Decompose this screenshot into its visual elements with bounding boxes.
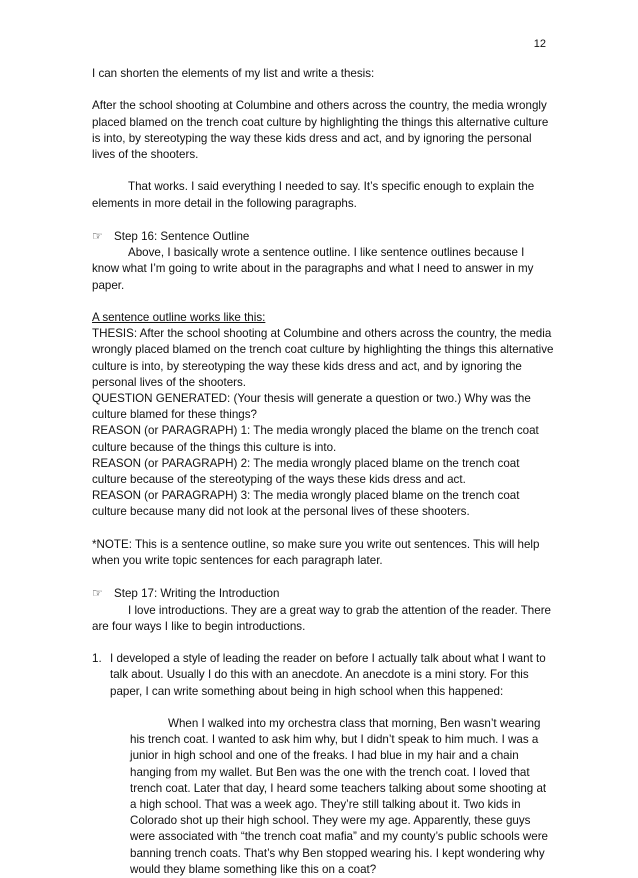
outline-reason-3: REASON (or PARAGRAPH) 3: The media wrongly placed blame on the trench coat culture because many did not look at the personal lives of these shooters. [92,489,520,519]
step-17-title: Step 17: Writing the Introduction [114,587,280,601]
list-item-number: 1. [92,652,102,666]
step-16-title: Step 16: Sentence Outline [114,229,250,243]
anecdote-block [130,716,548,878]
thesis-paragraph: After the school shooting at Columbine and others across the country, the media wrongly placed blamed on the trench coat culture by highlighting the things this alternative culture is into, by stereotyping the way these kids dress and act, and by ignoring the personal lives of the shooters. [92,99,549,161]
step-16-body: Above, I basically wrote a sentence outline. I like sentence outlines because I know what I’m going to write about in the paragraphs and what I need to answer in my paper. [92,246,534,292]
page-number: 12 [533,38,546,50]
step-16-heading [92,228,554,245]
works-paragraph: That works. I said everything I needed to say. It’s specific enough to explain the elements in more detail in the following paragraphs. [92,180,535,210]
outline-question: QUESTION GENERATED: (Your thesis will generate a question or two.) Why was the culture blamed for these things? [92,392,531,422]
note-paragraph: *NOTE: This is a sentence outline, so make sure you write out sentences. This will help when you write topic sentences for each paragraph later. [92,537,540,568]
step-17-heading [92,585,554,602]
page-body [92,66,554,878]
outline-heading: A sentence outline works like this: [92,310,266,324]
list-item-1 [92,651,554,700]
outline-thesis: THESIS: After the school shooting at Columbine and others across the country, the media wrongly placed blamed on the trench coat culture by highlighting the things this alternative culture is into, by stereotyping the way these kids dress and act, and by ignoring the personal lives of the shooters. [92,327,554,389]
pointing-hand-icon: ☞ [92,586,103,601]
outline-reason-1: REASON (or PARAGRAPH) 1: The media wrongly placed the blame on the trench coat culture because of the things this culture is into. [92,424,539,454]
step-17-body: I love introductions. They are a great way to grab the attention of the reader. There are four ways I like to begin introductions. [92,603,552,633]
pointing-hand-icon: ☞ [92,228,103,243]
intro-line: I can shorten the elements of my list and write a thesis: [92,67,375,80]
list-item-text: I developed a style of leading the reader on before I actually talk about what I want to talk about. Usually I do this with an anecdote. An anecdote is a mini story. For this paper, I can write something about being in high school when this happened: [110,652,546,698]
outline-reason-2: REASON (or PARAGRAPH) 2: The media wrongly placed blame on the trench coat culture because of the stereotyping of the ways these kids dress and act. [92,456,520,487]
anecdote-text: When I walked into my orchestra class that morning, Ben wasn’t wearing his trench coat. I wanted to ask him why, but I didn’t speak to him much. I was a junior in high school and one of the freaks. I had blue in my hair and a chain hanging from my wallet. But Ben was the one with the trench coat. I loved that trench coat. Later that day, I heard some teachers talking about some shooting at a high school. That was a week ago. They’re still talking about it. Two kids in Colorado shot up their high school. They were my age. Apparently, these guys were associated with “the trench coat mafia” and my county’s public schools were banning trench coats. That’s why Ben stopped wearing his. I kept wondering why would they blame something like this on a coat? [130,717,549,876]
